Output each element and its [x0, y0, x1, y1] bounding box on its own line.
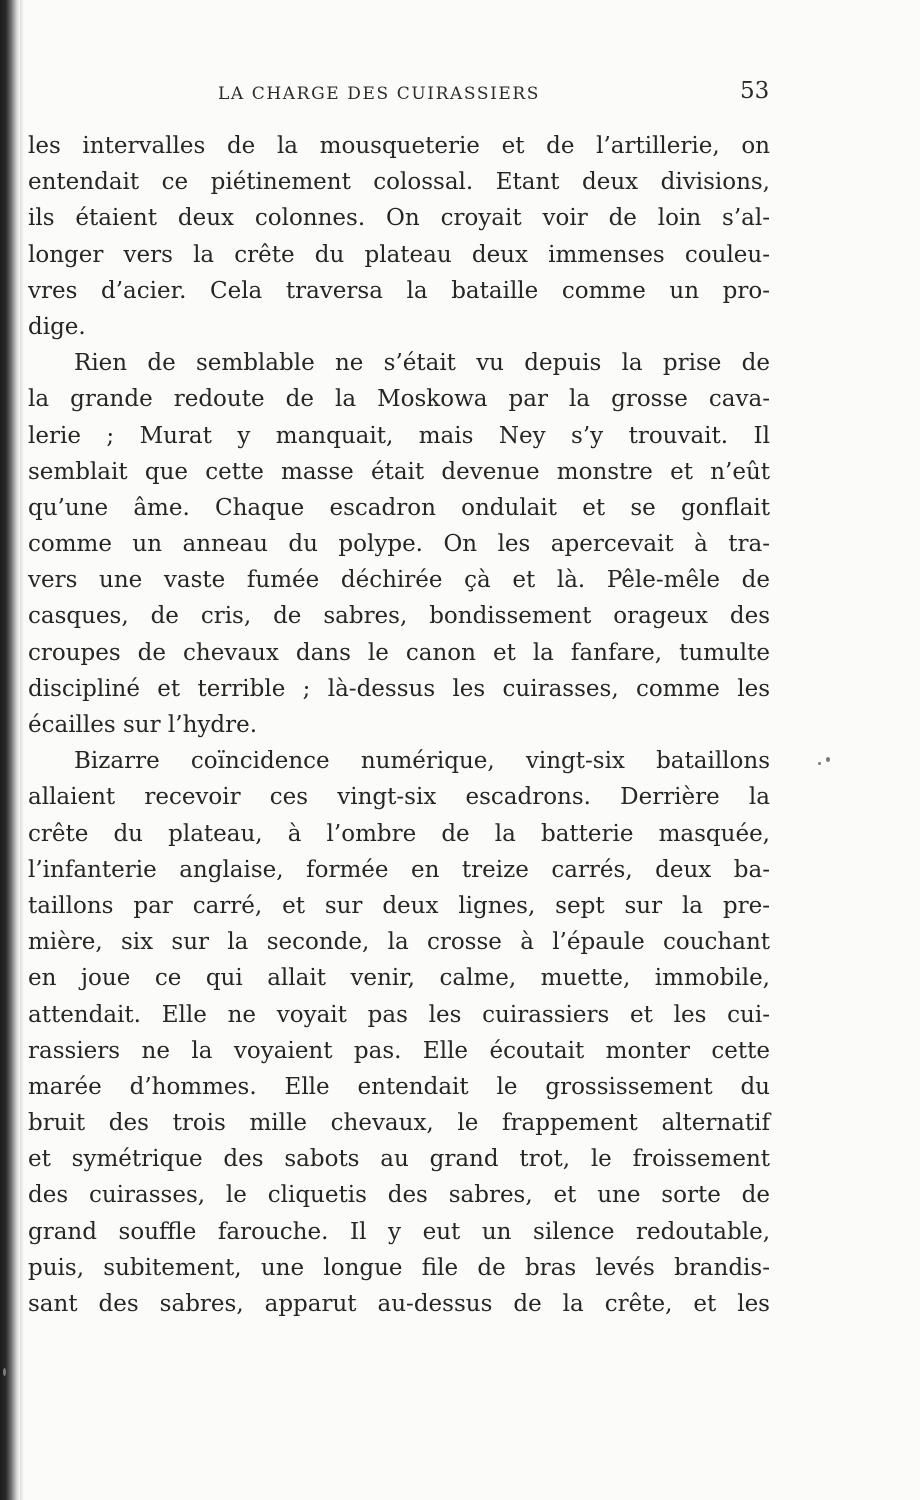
text-line: bruit des trois mille chevaux, le frappement alternatif	[28, 1110, 770, 1137]
text-line: les intervalles de la mousqueterie et de l’artillerie, on	[28, 133, 770, 159]
text-line: et symétrique des sabots au grand trot, le froissement	[28, 1146, 770, 1173]
text-line: taillons par carré, et sur deux lignes, sept sur la pre-	[28, 892, 770, 919]
text-line: attendait. Elle ne voyait pas les cuirassiers et les cui-	[28, 1001, 770, 1028]
text-line: allaient recevoir ces vingt-six escadrons. Derrière la	[28, 784, 770, 811]
text-line: semblait que cette masse était devenue monstre et n’eût	[28, 458, 770, 485]
text-line: croupes de chevaux dans le canon et la fanfare, tumulte	[28, 639, 770, 666]
text-line: la grande redoute de la Moskowa par la grosse cava-	[28, 386, 770, 413]
text-line: longer vers la crête du plateau deux immenses couleu-	[28, 241, 770, 268]
text-line: crête du plateau, à l’ombre de la batterie masquée,	[28, 820, 770, 847]
text-line: marée d’hommes. Elle entendait le grossissement du	[28, 1073, 770, 1100]
text-line: casques, de cris, de sabres, bondissement orageux des	[28, 603, 770, 630]
binding-gutter	[0, 0, 20, 1500]
text-line: vers une vaste fumée déchirée çà et là. Pêle-mêle de	[28, 567, 770, 594]
text-line: Rien de semblable ne s’était vu depuis la prise de	[74, 350, 770, 377]
text-line: discipliné et terrible ; là-dessus les cuirasses, comme les	[28, 675, 770, 702]
text-line: ils étaient deux colonnes. On croyait voir de loin s’al-	[28, 205, 770, 232]
text-line: grand souffle farouche. Il y eut un silence redoutable,	[28, 1218, 770, 1245]
ink-speck	[826, 757, 830, 762]
text-line: puis, subitement, une longue file de bras levés brandis-	[28, 1254, 770, 1281]
text-line: vres d’acier. Cela traversa la bataille comme un pro-	[28, 277, 770, 304]
text-line: mière, six sur la seconde, la crosse à l’épaule couchant	[28, 929, 770, 956]
running-title: LA CHARGE DES CUIRASSIERS	[218, 84, 541, 104]
text-line: en joue ce qui allait venir, calme, muette, immobile,	[28, 965, 770, 992]
body-text	[28, 128, 770, 1322]
ink-speck	[818, 762, 821, 765]
running-head	[0, 78, 920, 112]
text-line: rassiers ne la voyaient pas. Elle écoutait monter cette	[28, 1037, 770, 1064]
text-line: entendait ce piétinement colossal. Etant deux divisions,	[28, 169, 770, 196]
text-line: lerie ; Murat y manquait, mais Ney s’y trouvait. Il	[28, 422, 770, 449]
text-line: l’infanterie anglaise, formée en treize carrés, deux ba-	[28, 856, 770, 883]
page-number: 53	[740, 78, 770, 104]
text-line: Bizarre coïncidence numérique, vingt-six bataillons	[74, 748, 770, 775]
text-line: des cuirasses, le cliquetis des sabres, et une sorte de	[28, 1182, 770, 1209]
text-line: comme un anneau du polype. On les apercevait à tra-	[28, 531, 770, 558]
text-line: dige.	[28, 313, 86, 340]
gutter-shadow	[20, 0, 24, 1500]
text-line: écailles sur l’hydre.	[28, 712, 258, 738]
ink-speck	[3, 1368, 6, 1376]
text-line: qu’une âme. Chaque escadron ondulait et se gonflait	[28, 494, 770, 521]
text-line: sant des sabres, apparut au-dessus de la crête, et les	[28, 1291, 770, 1317]
